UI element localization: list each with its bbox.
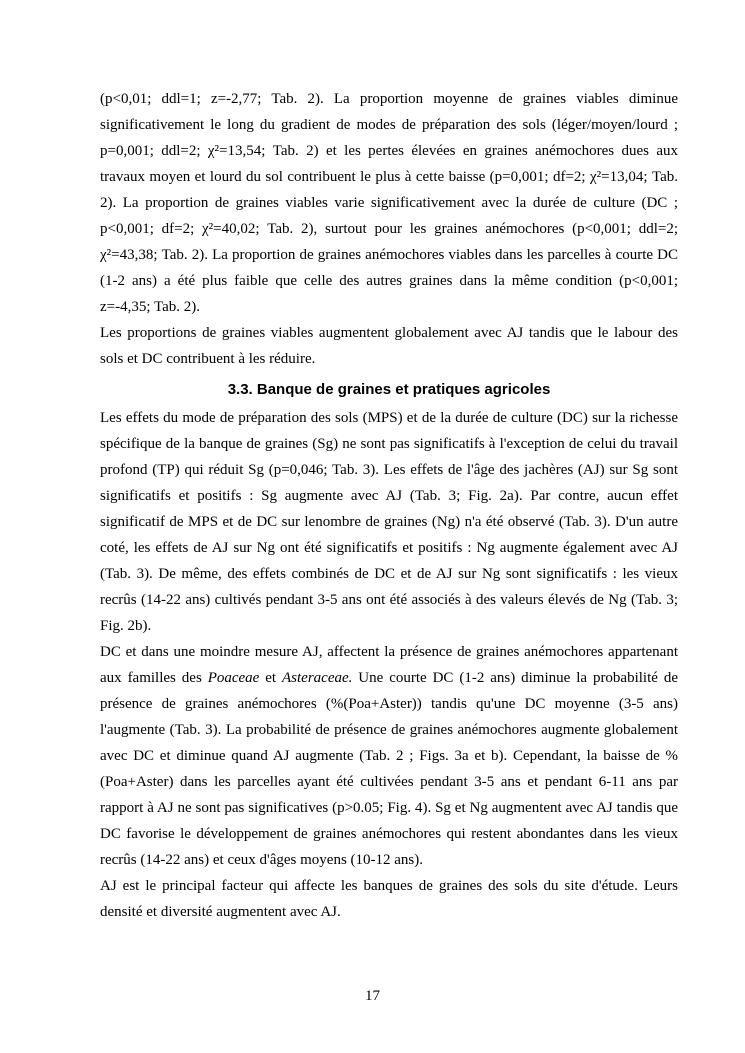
paragraph-4-text-3: Une courte DC (1-2 ans) diminue la probabilité de présence de graines anémochores (%(Poa+Aster)) tandis qu'une DC moyenne (3-5 ans) l'augmente (Tab. 3). La probabilité de présence de graines anémochores augmente globalement avec DC et diminue quand AJ augmente (Tab. 2 ; Figs. 3a et b). Cependant, la baisse de %(Poa+Aster) dans les parcelles ayant été cultivées pendant 3-5 ans et pendant 6-11 ans par rapport à AJ ne sont pas significatives (p>0.05; Fig. 4). Sg et Ng augmentent avec AJ tandis que DC favorise le développement de graines anémochores qui restent abondantes dans les vieux recrûs (14-22 ans) et ceux d'âges moyens (10-12 ans).	[100, 670, 678, 868]
paragraph-statistics-viable-seeds: (p<0,01; ddl=1; z=-2,77; Tab. 2). La proportion moyenne de graines viables diminue significativement le long du gradient de modes de préparation des sols (léger/moyen/lourd ; p=0,001; ddl=2; χ²=13,54; Tab. 2) et les pertes élevées en graines anémochores dues aux travaux moyen et lourd du sol contribuent le plus à cette baisse (p=0,001; df=2; χ²=13,04; Tab. 2). La proportion de graines viables varie significativement avec la durée de culture (DC ; p<0,001; df=2; χ²=40,02; Tab. 2), surtout pour les graines anémochores (p<0,001; ddl=2; χ²=43,38; Tab. 2). La proportion de graines anémochores viables dans les parcelles à courte DC (1-2 ans) a été plus faible que celle des autres graines dans la même condition (p<0,001; z=-4,35; Tab. 2).	[100, 91, 678, 315]
paragraph-conclusion: AJ est le principal facteur qui affecte les banques de graines des sols du site d'étude. Leurs densité et diversité augmentent avec AJ.	[100, 878, 678, 920]
paragraph-4-text-1: DC et dans une moindre mesure AJ, affectent la présence de graines anémochores appartenant aux familles des	[100, 644, 678, 686]
paragraph-anemochorous-seeds	[100, 639, 678, 873]
species-name-asteraceae: Asteraceae.	[282, 670, 353, 686]
page-content	[100, 86, 678, 925]
paragraph-4-text-2: et	[259, 670, 282, 686]
paragraph-seed-bank-effects: Les effets du mode de préparation des sols (MPS) et de la durée de culture (DC) sur la richesse spécifique de la banque de graines (Sg) ne sont pas significatifs à l'exception de celui du travail profond (TP) qui réduit Sg (p=0,046; Tab. 3). Les effets de l'âge des jachères (AJ) sur Sg sont significatifs et positifs : Sg augmente avec AJ (Tab. 3; Fig. 2a). Par contre, aucun effet significatif de MPS et de DC sur lenombre de graines (Ng) n'a été observé (Tab. 3). D'un autre coté, les effets de AJ sur Ng ont été significatifs et positifs : Ng augmente également avec AJ (Tab. 3). De même, des effets combinés de DC et de AJ sur Ng sont significatifs : les vieux recrûs (14-22 ans) cultivés pendant 3-5 ans ont été associés à des valeurs élevés de Ng (Tab. 3; Fig. 2b).	[100, 410, 678, 634]
page-number: 17	[365, 988, 380, 1004]
species-name-poaceae: Poaceae	[207, 670, 260, 686]
section-heading: 3.3. Banque de graines et pratiques agricoles	[227, 381, 551, 398]
paragraph-summary-viable-seeds: Les proportions de graines viables augmentent globalement avec AJ tandis que le labour des sols et DC contribuent à les réduire.	[100, 325, 678, 367]
